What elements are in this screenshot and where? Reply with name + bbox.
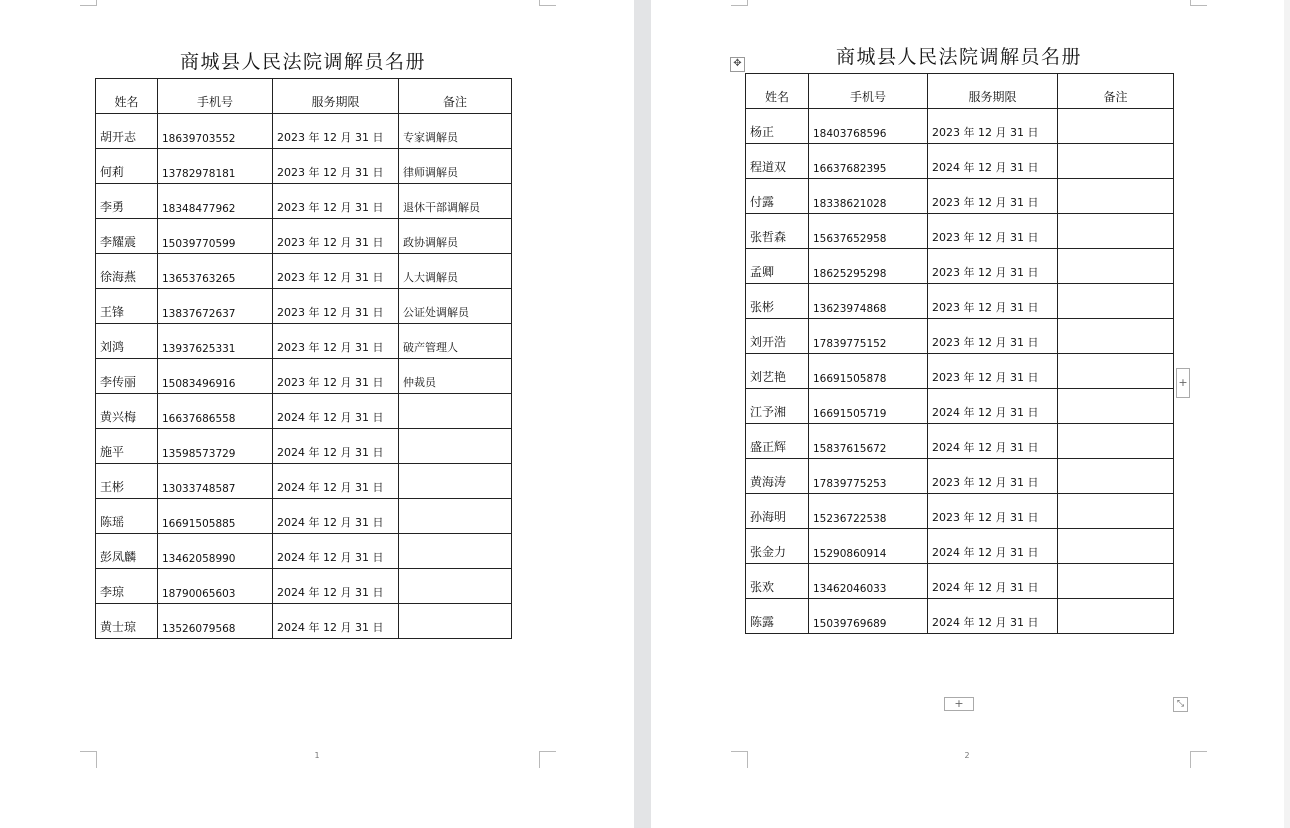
cell-name[interactable]: 王锋 bbox=[96, 289, 158, 324]
table-row bbox=[96, 219, 512, 254]
cell-remark[interactable] bbox=[1058, 424, 1174, 459]
add-row-button[interactable]: + bbox=[944, 697, 974, 711]
cell-term[interactable]: 2024 年 12 月 31 日 bbox=[928, 599, 1058, 634]
cell-remark[interactable] bbox=[399, 499, 512, 534]
table-row bbox=[746, 599, 1174, 634]
cell-remark[interactable]: 破产管理人 bbox=[399, 324, 512, 359]
table-row bbox=[746, 179, 1174, 214]
cell-phone[interactable]: 16637682395 bbox=[809, 144, 928, 179]
cell-name[interactable]: 黄士琼 bbox=[96, 604, 158, 639]
cell-name[interactable]: 盛正辉 bbox=[746, 424, 809, 459]
cell-remark[interactable] bbox=[1058, 389, 1174, 424]
cell-phone[interactable]: 18348477962 bbox=[158, 184, 273, 219]
table-row bbox=[96, 114, 512, 149]
cell-remark[interactable] bbox=[399, 394, 512, 429]
cell-name[interactable]: 李琼 bbox=[96, 569, 158, 604]
page-number: 1 bbox=[314, 751, 320, 760]
table-row bbox=[746, 109, 1174, 144]
cell-name[interactable]: 李传丽 bbox=[96, 359, 158, 394]
table-resize-icon[interactable]: ⤡ bbox=[1173, 697, 1188, 712]
cell-term[interactable]: 2024 年 12 月 31 日 bbox=[273, 569, 399, 604]
cell-name[interactable]: 程道双 bbox=[746, 144, 809, 179]
cell-phone[interactable]: 17839775253 bbox=[809, 459, 928, 494]
table-row bbox=[746, 494, 1174, 529]
cell-phone[interactable]: 13598573729 bbox=[158, 429, 273, 464]
cell-phone[interactable]: 15837615672 bbox=[809, 424, 928, 459]
cell-remark[interactable] bbox=[1058, 109, 1174, 144]
cell-phone[interactable]: 15039770599 bbox=[158, 219, 273, 254]
cell-term[interactable]: 2024 年 12 月 31 日 bbox=[273, 394, 399, 429]
cell-name[interactable]: 江予湘 bbox=[746, 389, 809, 424]
mediator-table-page-1[interactable] bbox=[95, 78, 512, 639]
cell-remark[interactable] bbox=[1058, 564, 1174, 599]
cell-name[interactable]: 张彬 bbox=[746, 284, 809, 319]
table-body bbox=[746, 109, 1174, 634]
table-row bbox=[746, 144, 1174, 179]
cell-term[interactable]: 2024 年 12 月 31 日 bbox=[273, 429, 399, 464]
cell-phone[interactable]: 13653763265 bbox=[158, 254, 273, 289]
cell-name[interactable]: 刘艺艳 bbox=[746, 354, 809, 389]
table-row bbox=[96, 359, 512, 394]
margin-corner-marker bbox=[1190, 0, 1207, 6]
cell-name[interactable]: 徐海燕 bbox=[96, 254, 158, 289]
cell-name[interactable]: 施平 bbox=[96, 429, 158, 464]
cell-remark[interactable]: 仲裁员 bbox=[399, 359, 512, 394]
cell-term[interactable]: 2023 年 12 月 31 日 bbox=[928, 284, 1058, 319]
cell-remark[interactable] bbox=[1058, 494, 1174, 529]
cell-remark[interactable] bbox=[1058, 179, 1174, 214]
table-header-row bbox=[746, 74, 1174, 109]
cell-name[interactable]: 付露 bbox=[746, 179, 809, 214]
cell-phone[interactable]: 15039769689 bbox=[809, 599, 928, 634]
cell-phone[interactable]: 13782978181 bbox=[158, 149, 273, 184]
table-body bbox=[96, 114, 512, 639]
table-row bbox=[746, 564, 1174, 599]
cell-term[interactable]: 2023 年 12 月 31 日 bbox=[273, 289, 399, 324]
margin-corner-marker bbox=[731, 751, 748, 768]
cell-remark[interactable] bbox=[1058, 599, 1174, 634]
cell-name[interactable]: 孟卿 bbox=[746, 249, 809, 284]
cell-phone[interactable]: 18790065603 bbox=[158, 569, 273, 604]
cell-phone[interactable]: 13526079568 bbox=[158, 604, 273, 639]
cell-name[interactable]: 陈瑶 bbox=[96, 499, 158, 534]
cell-name[interactable]: 张哲森 bbox=[746, 214, 809, 249]
table-row bbox=[96, 149, 512, 184]
cell-remark[interactable] bbox=[1058, 459, 1174, 494]
cell-phone[interactable]: 13837672637 bbox=[158, 289, 273, 324]
cell-remark[interactable] bbox=[399, 569, 512, 604]
document-title[interactable]: 商城县人民法院调解员名册 bbox=[179, 51, 426, 73]
cell-term[interactable]: 2023 年 12 月 31 日 bbox=[273, 219, 399, 254]
cell-remark[interactable]: 公证处调解员 bbox=[399, 289, 512, 324]
cell-name[interactable]: 孙海明 bbox=[746, 494, 809, 529]
cell-remark[interactable]: 政协调解员 bbox=[399, 219, 512, 254]
header-term[interactable]: 服务期限 bbox=[273, 79, 399, 114]
cell-remark[interactable]: 专家调解员 bbox=[399, 114, 512, 149]
cell-phone[interactable]: 13937625331 bbox=[158, 324, 273, 359]
mediator-table-page-2[interactable] bbox=[745, 73, 1174, 634]
document-page-1[interactable] bbox=[0, 0, 634, 828]
cell-name[interactable]: 李勇 bbox=[96, 184, 158, 219]
cell-remark[interactable] bbox=[1058, 319, 1174, 354]
cell-term[interactable]: 2023 年 12 月 31 日 bbox=[928, 109, 1058, 144]
cell-remark[interactable] bbox=[1058, 529, 1174, 564]
header-name[interactable]: 姓名 bbox=[746, 74, 809, 109]
table-row bbox=[96, 464, 512, 499]
header-remark[interactable]: 备注 bbox=[1058, 74, 1174, 109]
cell-remark[interactable] bbox=[399, 604, 512, 639]
cell-name[interactable]: 张金力 bbox=[746, 529, 809, 564]
cell-term[interactable]: 2024 年 12 月 31 日 bbox=[273, 464, 399, 499]
cell-phone[interactable]: 13623974868 bbox=[809, 284, 928, 319]
table-row bbox=[96, 289, 512, 324]
cell-term[interactable]: 2023 年 12 月 31 日 bbox=[273, 184, 399, 219]
header-remark[interactable]: 备注 bbox=[399, 79, 512, 114]
table-row bbox=[96, 254, 512, 289]
cell-name[interactable]: 张欢 bbox=[746, 564, 809, 599]
table-row bbox=[746, 389, 1174, 424]
window-edge bbox=[1284, 0, 1290, 828]
cell-remark[interactable] bbox=[1058, 284, 1174, 319]
cell-term[interactable]: 2023 年 12 月 31 日 bbox=[928, 249, 1058, 284]
cell-term[interactable]: 2023 年 12 月 31 日 bbox=[273, 254, 399, 289]
cell-term[interactable]: 2023 年 12 月 31 日 bbox=[928, 179, 1058, 214]
cell-term[interactable]: 2023 年 12 月 31 日 bbox=[273, 359, 399, 394]
table-row bbox=[746, 529, 1174, 564]
cell-term[interactable]: 2024 年 12 月 31 日 bbox=[273, 534, 399, 569]
margin-corner-marker bbox=[1190, 751, 1207, 768]
table-row bbox=[746, 284, 1174, 319]
table-row bbox=[746, 319, 1174, 354]
cell-term[interactable]: 2023 年 12 月 31 日 bbox=[928, 214, 1058, 249]
cell-phone[interactable]: 15083496916 bbox=[158, 359, 273, 394]
cell-remark[interactable] bbox=[399, 464, 512, 499]
margin-corner-marker bbox=[539, 0, 556, 6]
cell-remark[interactable] bbox=[399, 534, 512, 569]
table-move-handle-icon[interactable]: ✥ bbox=[730, 57, 745, 72]
page-number: 2 bbox=[964, 751, 970, 760]
cell-term[interactable]: 2024 年 12 月 31 日 bbox=[928, 389, 1058, 424]
table-header-row bbox=[96, 79, 512, 114]
table-row bbox=[746, 354, 1174, 389]
margin-corner-marker bbox=[731, 0, 748, 6]
cell-phone[interactable]: 15637652958 bbox=[809, 214, 928, 249]
cell-term[interactable]: 2023 年 12 月 31 日 bbox=[928, 459, 1058, 494]
cell-phone[interactable]: 13033748587 bbox=[158, 464, 273, 499]
cell-name[interactable]: 杨正 bbox=[746, 109, 809, 144]
cell-phone[interactable]: 15236722538 bbox=[809, 494, 928, 529]
cell-phone[interactable]: 16691505719 bbox=[809, 389, 928, 424]
cell-phone[interactable]: 18338621028 bbox=[809, 179, 928, 214]
header-term[interactable]: 服务期限 bbox=[928, 74, 1058, 109]
header-phone[interactable]: 手机号 bbox=[809, 74, 928, 109]
cell-phone[interactable]: 13462046033 bbox=[809, 564, 928, 599]
table-row bbox=[96, 324, 512, 359]
table-row bbox=[96, 604, 512, 639]
cell-remark[interactable] bbox=[399, 429, 512, 464]
cell-name[interactable]: 李耀震 bbox=[96, 219, 158, 254]
cell-phone[interactable]: 18403768596 bbox=[809, 109, 928, 144]
cell-term[interactable]: 2023 年 12 月 31 日 bbox=[928, 354, 1058, 389]
cell-term[interactable]: 2024 年 12 月 31 日 bbox=[928, 144, 1058, 179]
cell-term[interactable]: 2023 年 12 月 31 日 bbox=[273, 149, 399, 184]
document-title[interactable]: 商城县人民法院调解员名册 bbox=[835, 46, 1082, 68]
cell-name[interactable]: 王彬 bbox=[96, 464, 158, 499]
cell-term[interactable]: 2024 年 12 月 31 日 bbox=[928, 424, 1058, 459]
cell-phone[interactable]: 16637686558 bbox=[158, 394, 273, 429]
add-column-button[interactable]: + bbox=[1176, 368, 1190, 398]
document-page-2[interactable] bbox=[651, 0, 1284, 828]
cell-name[interactable]: 刘开浩 bbox=[746, 319, 809, 354]
cell-phone[interactable]: 18639703552 bbox=[158, 114, 273, 149]
cell-term[interactable]: 2024 年 12 月 31 日 bbox=[928, 564, 1058, 599]
cell-term[interactable]: 2024 年 12 月 31 日 bbox=[928, 529, 1058, 564]
cell-phone[interactable]: 15290860914 bbox=[809, 529, 928, 564]
header-phone[interactable]: 手机号 bbox=[158, 79, 273, 114]
margin-corner-marker bbox=[539, 751, 556, 768]
cell-name[interactable]: 黄海涛 bbox=[746, 459, 809, 494]
margin-corner-marker bbox=[80, 0, 97, 6]
cell-remark[interactable] bbox=[1058, 214, 1174, 249]
cell-phone[interactable]: 18625295298 bbox=[809, 249, 928, 284]
cell-name[interactable]: 陈露 bbox=[746, 599, 809, 634]
table-row bbox=[746, 249, 1174, 284]
cell-term[interactable]: 2024 年 12 月 31 日 bbox=[273, 604, 399, 639]
cell-term[interactable]: 2023 年 12 月 31 日 bbox=[273, 114, 399, 149]
table-row bbox=[96, 534, 512, 569]
cell-name[interactable]: 黄兴梅 bbox=[96, 394, 158, 429]
table-row bbox=[96, 429, 512, 464]
table-row bbox=[746, 424, 1174, 459]
cell-name[interactable]: 何莉 bbox=[96, 149, 158, 184]
cell-phone[interactable]: 16691505878 bbox=[809, 354, 928, 389]
cell-term[interactable]: 2023 年 12 月 31 日 bbox=[273, 324, 399, 359]
table-row bbox=[96, 499, 512, 534]
cell-remark[interactable] bbox=[1058, 144, 1174, 179]
cell-name[interactable]: 彭凤麟 bbox=[96, 534, 158, 569]
cell-phone[interactable]: 16691505885 bbox=[158, 499, 273, 534]
header-name[interactable]: 姓名 bbox=[96, 79, 158, 114]
cell-phone[interactable]: 13462058990 bbox=[158, 534, 273, 569]
cell-remark[interactable] bbox=[1058, 354, 1174, 389]
table-row bbox=[96, 184, 512, 219]
cell-name[interactable]: 胡开志 bbox=[96, 114, 158, 149]
cell-remark[interactable]: 人大调解员 bbox=[399, 254, 512, 289]
table-row bbox=[746, 214, 1174, 249]
cell-term[interactable]: 2023 年 12 月 31 日 bbox=[928, 494, 1058, 529]
margin-corner-marker bbox=[80, 751, 97, 768]
cell-term[interactable]: 2023 年 12 月 31 日 bbox=[928, 319, 1058, 354]
table-row bbox=[746, 459, 1174, 494]
table-row bbox=[96, 569, 512, 604]
cell-term[interactable]: 2024 年 12 月 31 日 bbox=[273, 499, 399, 534]
cell-remark[interactable]: 律师调解员 bbox=[399, 149, 512, 184]
cell-remark[interactable]: 退休干部调解员 bbox=[399, 184, 512, 219]
cell-phone[interactable]: 17839775152 bbox=[809, 319, 928, 354]
cell-name[interactable]: 刘鸿 bbox=[96, 324, 158, 359]
table-row bbox=[96, 394, 512, 429]
cell-remark[interactable] bbox=[1058, 249, 1174, 284]
